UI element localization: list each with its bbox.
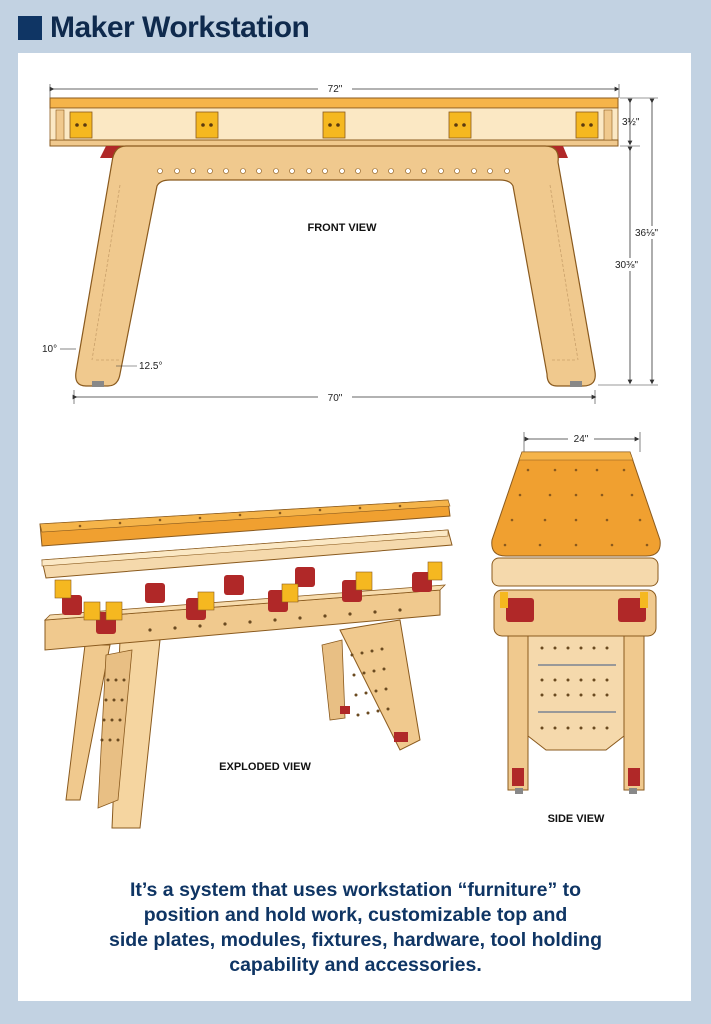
page-title: Maker Workstation [50,11,310,44]
dim-top-width: 72" [327,84,343,95]
front-view-label: FRONT VIEW [307,222,377,234]
caption [60,878,651,978]
side-view-label: SIDE VIEW [547,813,605,825]
side-view [492,432,660,825]
dim-total-height: 36⅛" [635,228,659,239]
side-dim-width: 24" [573,434,589,445]
angle-outer-label: 10° [42,344,58,355]
caption-line: capability and accessories. [229,954,482,976]
dim-top-thickness: 3½" [622,117,640,128]
caption-line: side plates, modules, fixtures, hardware, tool holding [108,929,602,951]
dim-bottom-width: 70" [327,393,343,404]
front-view [42,82,664,404]
dim-leg-height: 30⅜" [615,260,639,271]
caption-line: position and hold work, customizable top and [143,904,568,926]
exploded-view [40,500,452,828]
exploded-view-label: EXPLODED VIEW [219,761,311,773]
caption-line: It’s a system that uses workstation “furniture” to [129,879,582,901]
angle-inner-label: 12.5° [139,361,163,372]
